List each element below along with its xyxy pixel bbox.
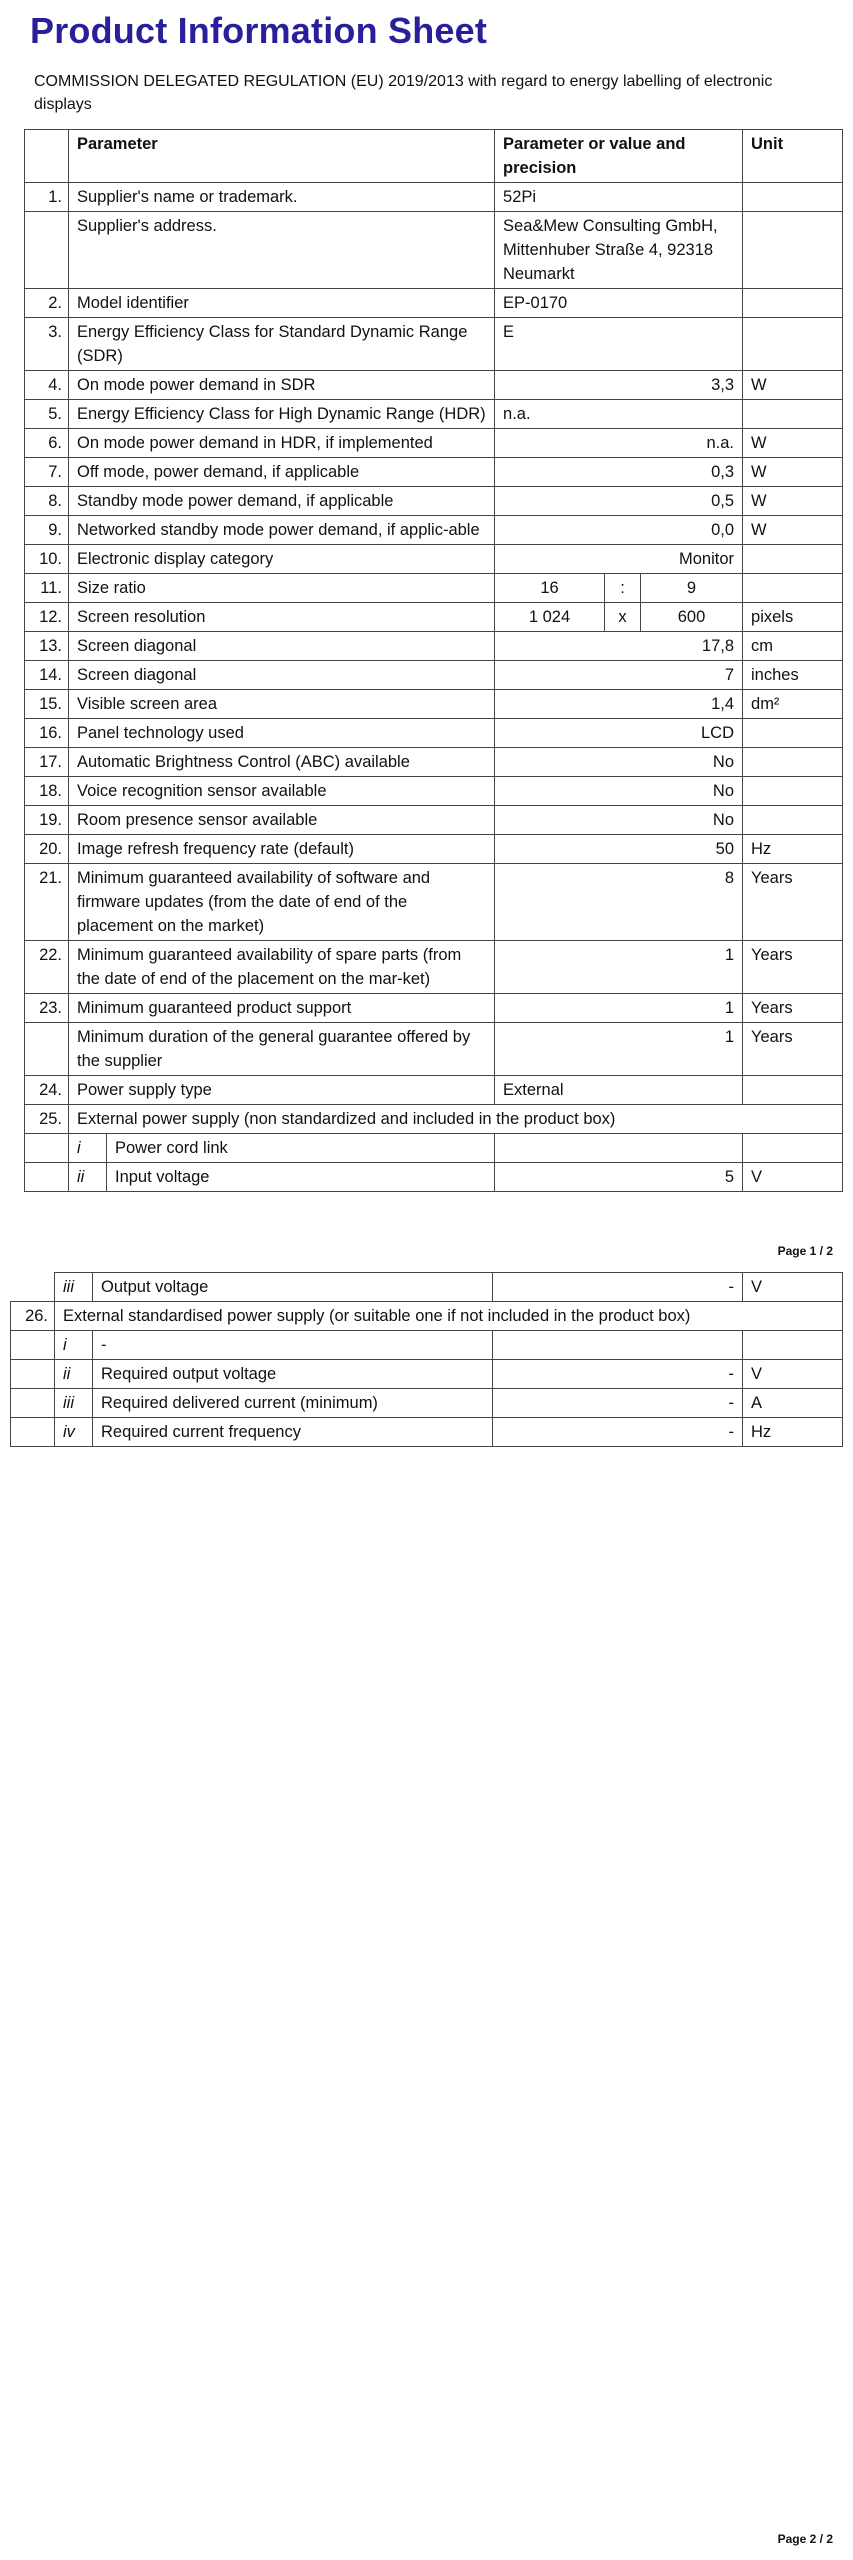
page-1	[0, 0, 853, 1262]
header-value: Parameter or value and precision	[495, 130, 743, 183]
table-row: 15. Visible screen area 1,4 dm²	[25, 690, 843, 719]
table-row: 6. On mode power demand in HDR, if implemented n.a. W	[25, 429, 843, 458]
table-row: Minimum duration of the general guarantee offered by the supplier 1 Years	[25, 1023, 843, 1076]
table-row: 8. Standby mode power demand, if applicable 0,5 W	[25, 487, 843, 516]
table-row: i Power cord link	[25, 1134, 843, 1163]
table-row: 21. Minimum guaranteed availability of software and firmware updates (from the date of end of the placement on the market) 8 Years	[25, 864, 843, 941]
table-row: 1. Supplier's name or trademark. 52Pi	[25, 183, 843, 212]
regulation-text: COMMISSION DELEGATED REGULATION (EU) 2019/2013 with regard to energy labelling of electronic displays	[34, 73, 773, 113]
table-row: ii Input voltage 5 V	[25, 1163, 843, 1192]
table-row: 19. Room presence sensor available No	[25, 806, 843, 835]
table-row: iv Required current frequency - Hz	[11, 1418, 843, 1447]
table-row: 4. On mode power demand in SDR 3,3 W	[25, 371, 843, 400]
info-table-continued	[10, 1272, 843, 1447]
table-row: iii Output voltage - V	[11, 1273, 843, 1302]
table-row: ii Required output voltage - V	[11, 1360, 843, 1389]
table-row: 26. External standardised power supply (or suitable one if not included in the product box)	[11, 1302, 843, 1331]
table-row: i -	[11, 1331, 843, 1360]
page-number-1: Page 1 / 2	[777, 1244, 833, 1258]
table-row: 24. Power supply type External	[25, 1076, 843, 1105]
table-header-row	[25, 130, 843, 183]
table-row: 20. Image refresh frequency rate (default) 50 Hz	[25, 835, 843, 864]
table-row: 17. Automatic Brightness Control (ABC) available No	[25, 748, 843, 777]
page-title: Product Information Sheet	[30, 10, 488, 51]
table-row: 7. Off mode, power demand, if applicable 0,3 W	[25, 458, 843, 487]
page-number-2: Page 2 / 2	[777, 2532, 833, 2546]
header-parameter: Parameter	[69, 130, 495, 183]
table-row: 10. Electronic display category Monitor	[25, 545, 843, 574]
info-table	[24, 129, 843, 1192]
table-row: 2. Model identifier EP-0170	[25, 289, 843, 318]
table-row: 9. Networked standby mode power demand, if applic-able 0,0 W	[25, 516, 843, 545]
table-row: 13. Screen diagonal 17,8 cm	[25, 632, 843, 661]
table-row: iii Required delivered current (minimum) - A	[11, 1389, 843, 1418]
table-row: 18. Voice recognition sensor available No	[25, 777, 843, 806]
table-row: 22. Minimum guaranteed availability of spare parts (from the date of end of the placement on the mar-ket) 1 Years	[25, 941, 843, 994]
table-row: Supplier's address. Sea&Mew Consulting GmbH, Mittenhuber Straße 4, 92318 Neumarkt	[25, 212, 843, 289]
page-2	[0, 1262, 853, 2560]
table-row: 11. Size ratio 16 : 9	[25, 574, 843, 603]
table-row: 25. External power supply (non standardized and included in the product box)	[25, 1105, 843, 1134]
header-unit: Unit	[743, 130, 843, 183]
table-row: 16. Panel technology used LCD	[25, 719, 843, 748]
table-row: 5. Energy Efficiency Class for High Dynamic Range (HDR) n.a.	[25, 400, 843, 429]
table-row: 3. Energy Efficiency Class for Standard Dynamic Range (SDR) E	[25, 318, 843, 371]
table-row: 14. Screen diagonal 7 inches	[25, 661, 843, 690]
table-row: 12. Screen resolution 1 024 x 600 pixels	[25, 603, 843, 632]
table-row: 23. Minimum guaranteed product support 1 Years	[25, 994, 843, 1023]
